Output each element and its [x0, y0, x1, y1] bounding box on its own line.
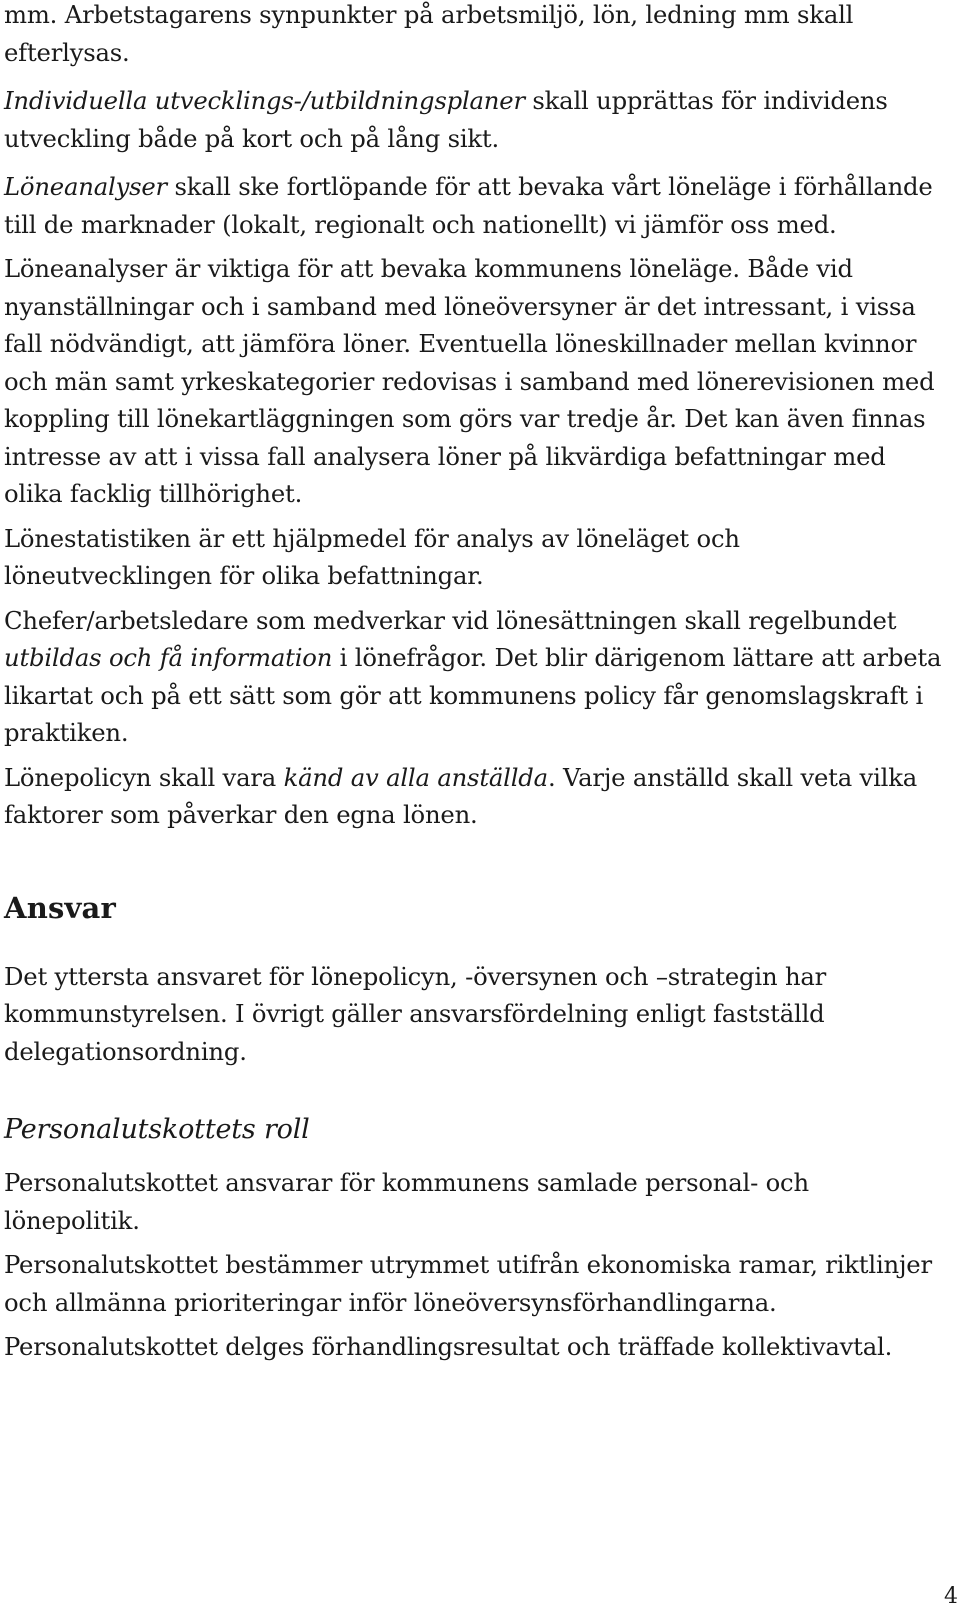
paragraph-managers-training [4, 602, 949, 752]
paragraph-text: Personalutskottet bestämmer utrymmet utifrån ekonomiska ramar, riktlinjer och allmänna prioriteringar inför löneöversynsförhandlingarna. [4, 1250, 932, 1317]
paragraph-policy-known [4, 759, 949, 834]
emphasis-text: Individuella utvecklings-/utbildningsplaner [4, 86, 525, 115]
paragraph-continuation [4, 0, 949, 71]
subsection-heading-personalutskottet: Personalutskottets roll [4, 1114, 310, 1145]
section-heading-ansvar: Ansvar [4, 890, 117, 925]
paragraph-text: skall ske fortlöpande för att bevaka vårt löneläge i förhållande till de marknader (lokalt, regionalt och nationellt) vi jämför oss med. [4, 172, 933, 239]
paragraph-committee-responsibility [4, 1164, 949, 1239]
paragraph-text: skall upprättas för individens utveckling både på kort och på lång sikt. [4, 86, 888, 153]
paragraph-text: Löneanalyser är viktiga för att bevaka kommunens löneläge. Både vid nyanställningar och i samband med löneöversyner är det intressant, i vissa fall nödvändigt, att jämföra löner. Eventuella löneskillnader mellan kvinnor och män samt yrkeskategorier redovisas i samband med lönerevisionen med koppling till lönekartläggningen som görs var tredje år. Det kan även finnas intresse av att i vissa fall analysera löner på likvärdiga befattningar med olika facklig tillhörighet. [4, 254, 935, 508]
emphasis-text: utbildas och få information [4, 643, 333, 672]
paragraph-committee-informed [4, 1328, 949, 1366]
page-number: 4 [944, 1584, 958, 1609]
paragraph-text: Personalutskottet ansvarar för kommunens samlade personal- och lönepolitik. [4, 1168, 809, 1235]
document-body [4, 0, 949, 1366]
paragraph-text: Det yttersta ansvaret för lönepolicyn, -översynen och –strategin har kommunstyrelsen. I övrigt gäller ansvarsfördelning enligt fastställd delegationsordning. [4, 961, 827, 1066]
paragraph-responsibility [4, 958, 949, 1071]
emphasis-text: Löneanalyser [4, 172, 167, 201]
paragraph-text: mm. Arbetstagarens synpunkter på arbetsmiljö, lön, ledning mm skall efterlysas. [4, 0, 854, 67]
paragraph-text: Personalutskottet delges förhandlingsresultat och träffade kollektivavtal. [4, 1332, 893, 1361]
paragraph-salary-analyses [4, 168, 949, 243]
paragraph-text: Lönepolicyn skall vara [4, 762, 284, 792]
paragraph-committee-decides [4, 1246, 949, 1321]
paragraph-text: Chefer/arbetsledare som medverkar vid lönesättningen skall regelbundet [4, 605, 897, 635]
emphasis-text: känd av alla anställda [283, 762, 548, 792]
paragraph-text: Lönestatistiken är ett hjälpmedel för analys av löneläget och löneutvecklingen för olika befattningar. [4, 523, 740, 590]
paragraph-text: . Varje anställd skall veta vilka faktorer som påverkar den egna lönen. [4, 762, 918, 829]
paragraph-text: i lönefrågor. Det blir därigenom lättare att arbeta likartat och på ett sätt som gör att kommunens policy får genomslagskraft i praktiken. [4, 643, 942, 747]
paragraph-salary-analyses-importance [4, 250, 949, 513]
paragraph-development-plans [4, 82, 949, 157]
paragraph-salary-statistics [4, 520, 949, 595]
